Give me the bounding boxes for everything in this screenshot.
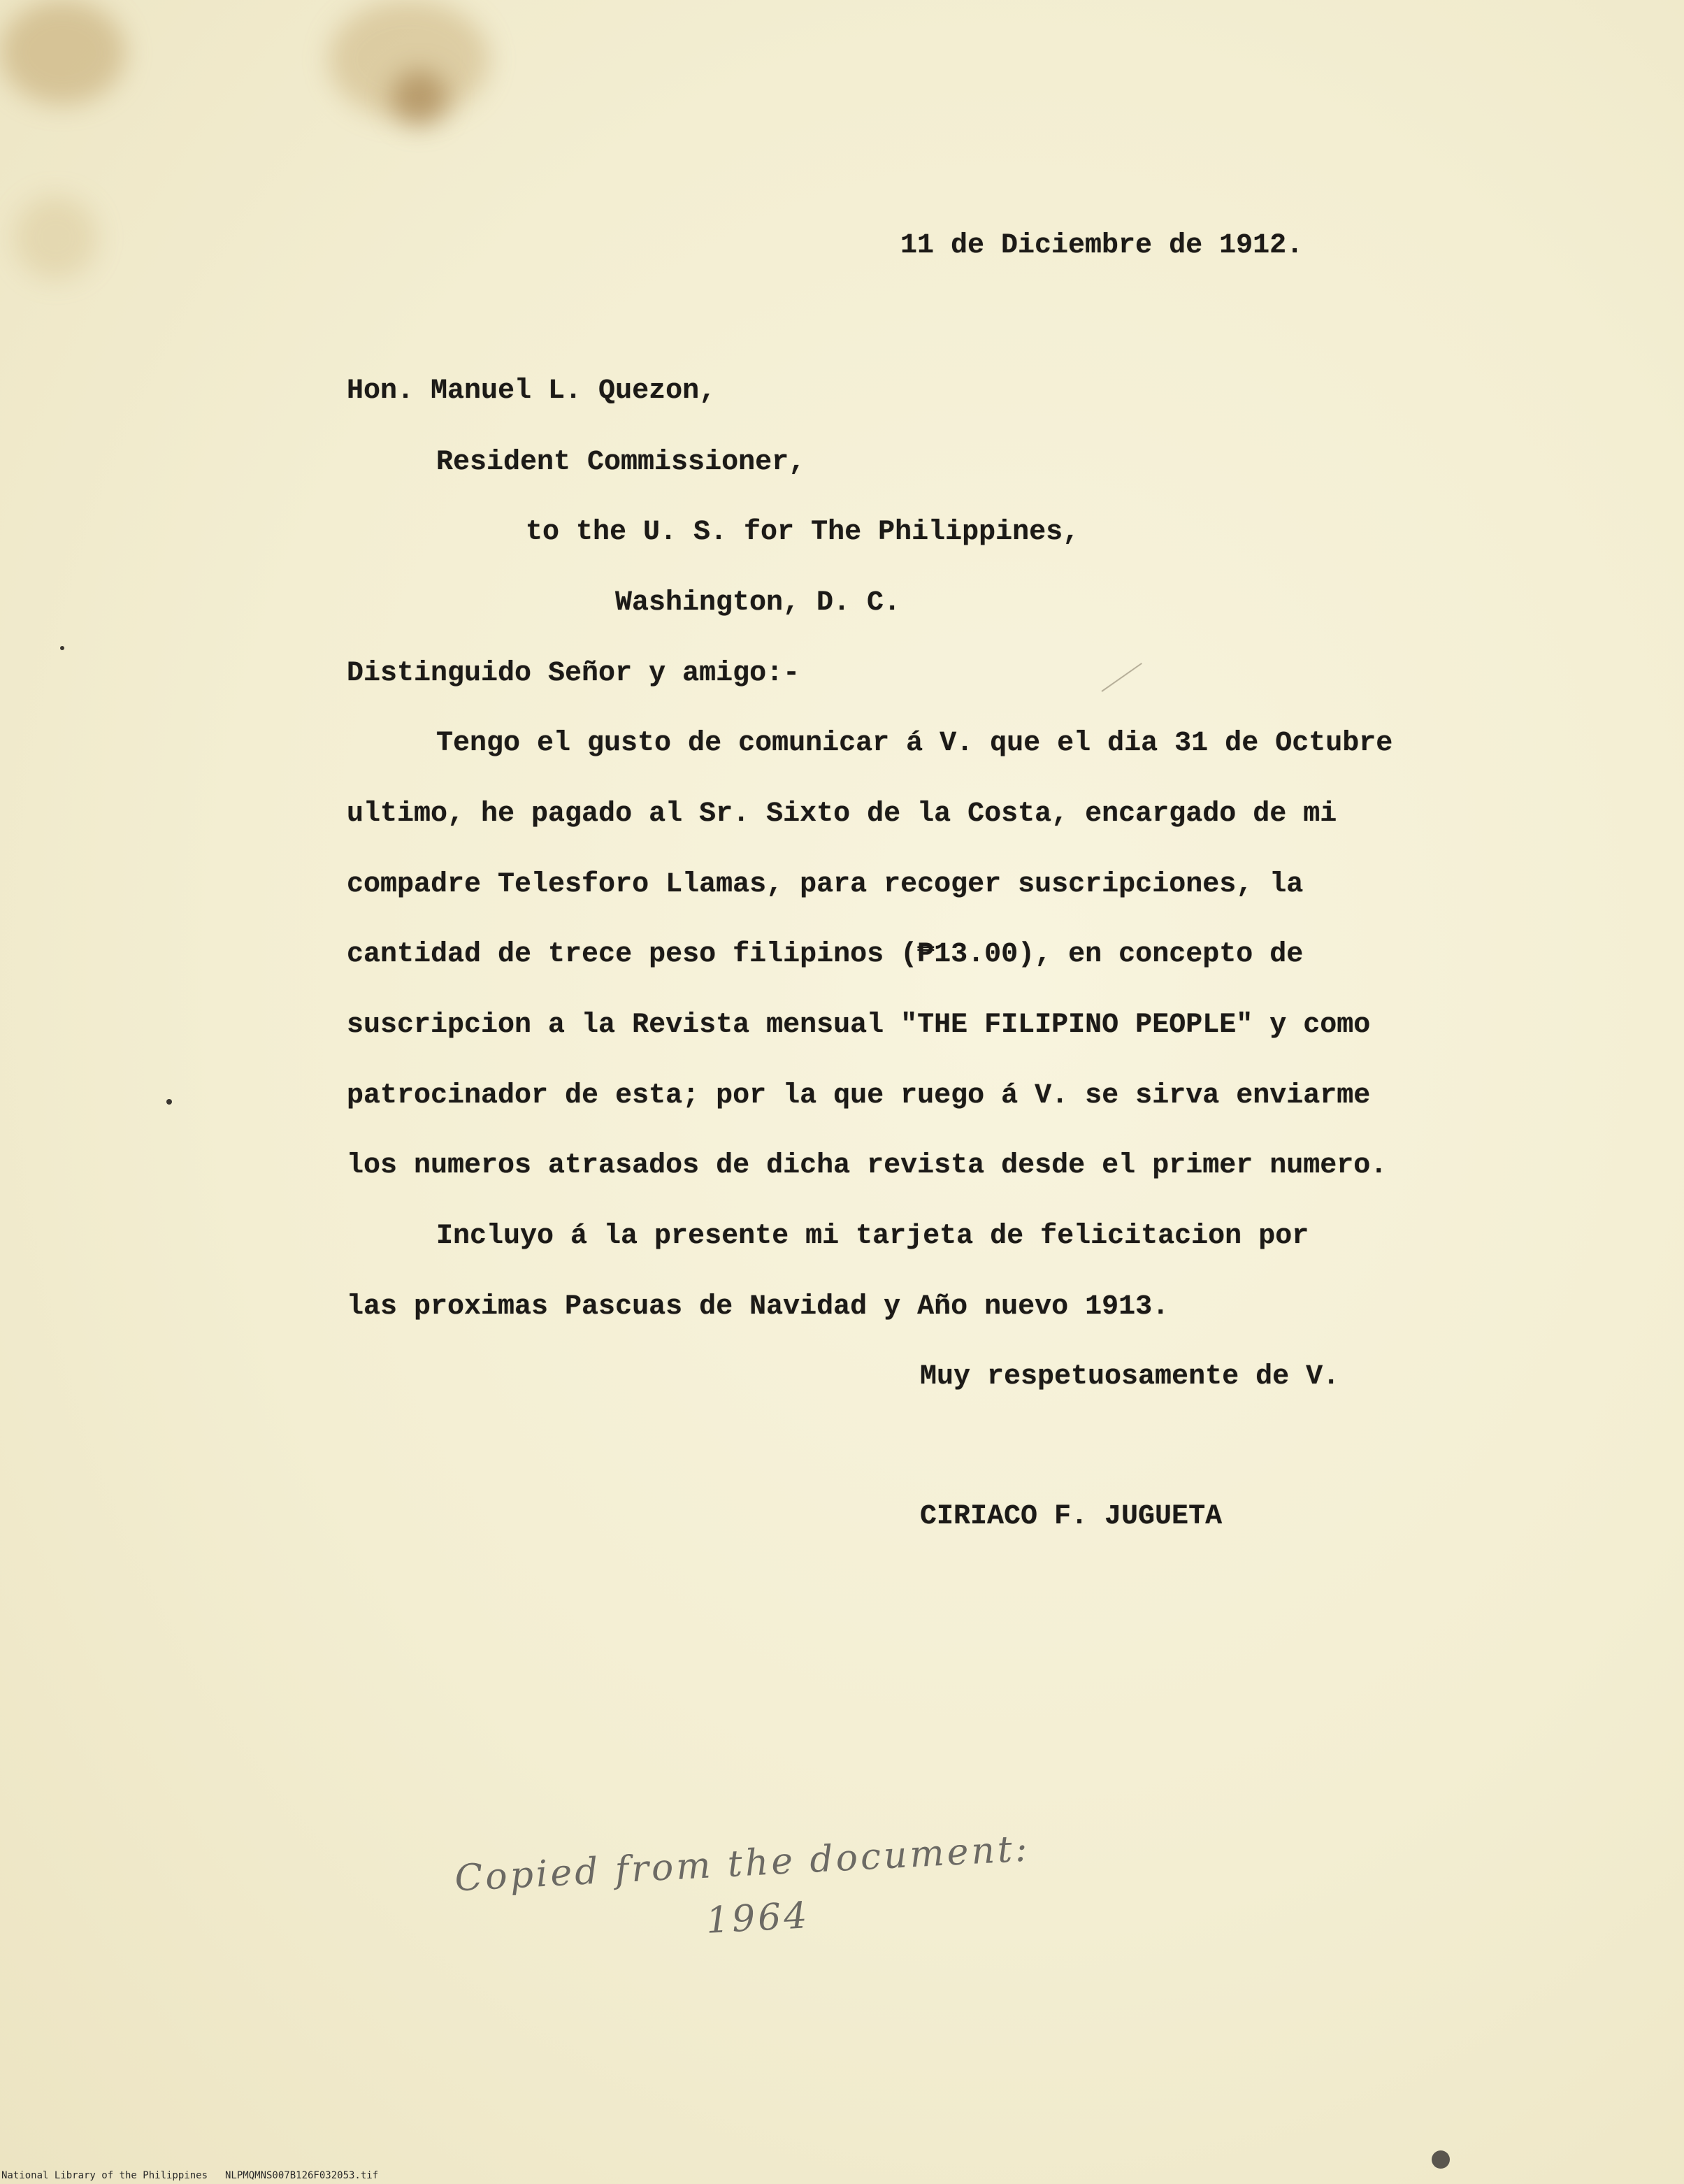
body-line: compadre Telesforo Llamas, para recoger suscripciones, la <box>347 869 1304 900</box>
body-line: ultimo, he pagado al Sr. Sixto de la Costa, encargado de mi <box>347 798 1337 830</box>
closing: Muy respetuosamente de V. <box>920 1361 1340 1393</box>
signature: CIRIACO F. JUGUETA <box>920 1501 1223 1532</box>
body-line: suscripcion a la Revista mensual "THE FILIPINO PEOPLE" y como <box>347 1010 1371 1041</box>
body-line: las proximas Pascuas de Navidad y Año nuevo 1913. <box>347 1291 1170 1323</box>
stain <box>14 196 98 280</box>
addressee-title: Resident Commissioner, <box>436 447 806 478</box>
ink-dot <box>1432 2150 1450 2169</box>
stain <box>391 70 447 126</box>
addressee-office: to the U. S. for The Philippines, <box>526 517 1080 548</box>
body-line: Tengo el gusto de comunicar á V. que el dia 31 de Octubre <box>436 728 1393 759</box>
footer-filename: NLPMQMNS007B126F032053.tif <box>225 2170 379 2181</box>
stain <box>0 0 126 105</box>
ink-dot <box>166 1099 172 1105</box>
body-line: patrocinador de esta; por la que ruego á V. se sirva enviarme <box>347 1080 1371 1112</box>
body-line: los numeros atrasados de dicha revista desde el primer numero. <box>347 1150 1388 1181</box>
addressee-name: Hon. Manuel L. Quezon, <box>347 375 717 407</box>
handwritten-note-line1: Copied from the document: <box>453 1827 1031 1900</box>
salutation: Distinguido Señor y amigo:- <box>347 658 800 689</box>
body-line: cantidad de trece peso filipinos (₱13.00), en concepto de <box>347 939 1304 970</box>
footer-source: National Library of the Philippines <box>1 2170 208 2181</box>
letter-date: 11 de Diciembre de 1912. <box>900 230 1304 261</box>
ink-dot <box>60 646 64 650</box>
handwritten-note-line2: 1964 <box>705 1895 811 1942</box>
body-line: Incluyo á la presente mi tarjeta de felicitacion por <box>436 1221 1309 1252</box>
addressee-city: Washington, D. C. <box>615 587 901 619</box>
paper-scratch <box>1101 663 1142 692</box>
